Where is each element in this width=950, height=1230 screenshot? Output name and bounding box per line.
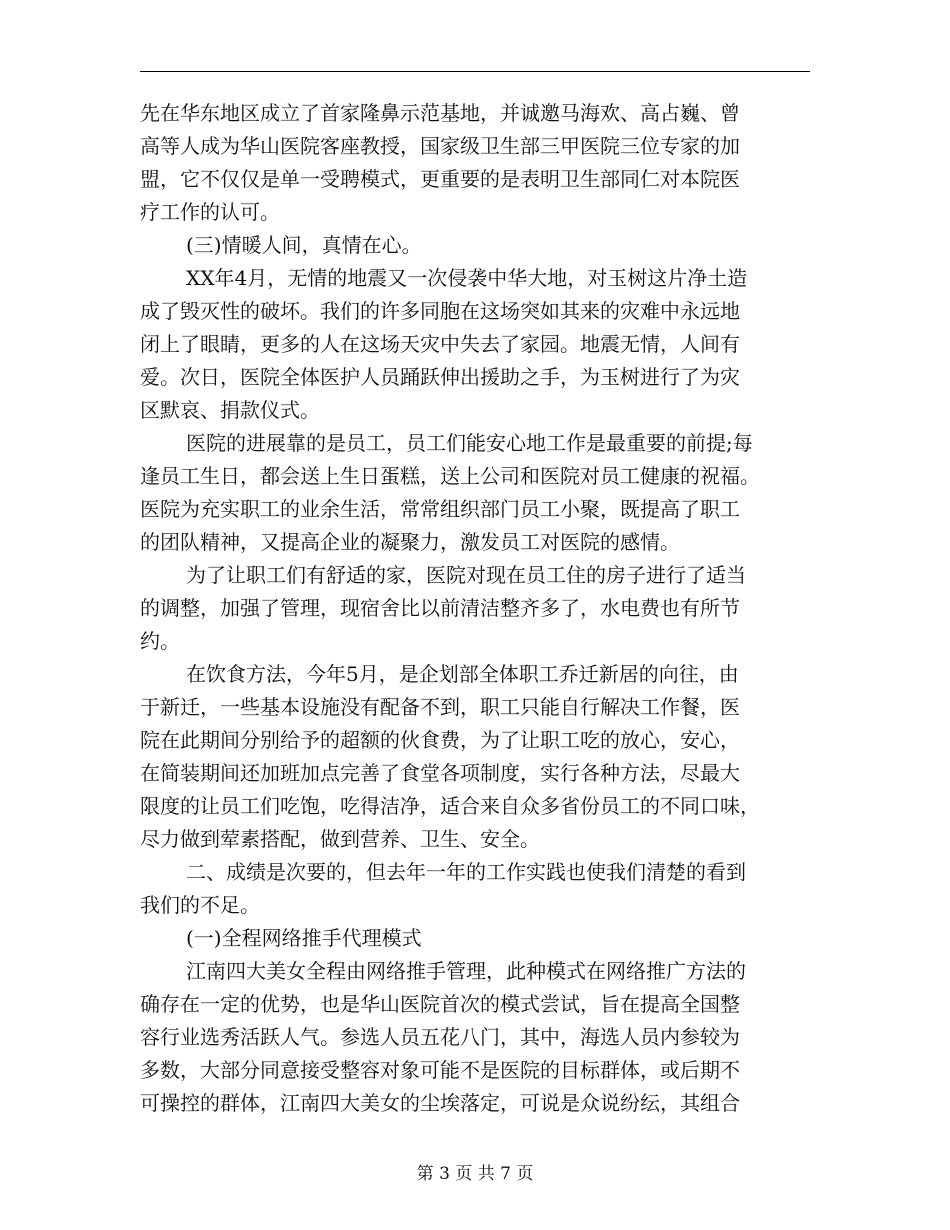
body-text [140,97,812,1120]
text-line: 多数，大部分同意接受整容对象可能不是医院的目标群体，或后期不 [140,1058,740,1082]
text-line: 尽力做到荤素搭配，做到营养、卫生、安全。 [140,827,540,851]
text-line: 可操控的群体，江南四大美女的尘埃落定，可说是众说纷纭，其组合 [140,1091,740,1115]
text-line: 医院为充实职工的业余生活，常常组织部门员工小聚，既提高了职工 [140,497,740,521]
text-line: 的团队精神，又提高企业的凝聚力，激发员工对医院的感情。 [140,530,680,554]
text-line: 约。 [140,629,180,653]
text-line: 江南四大美女全程由网络推手管理，此种模式在网络推广方法的 [186,959,746,983]
text-line: 闭上了眼睛，更多的人在这场天灾中失去了家园。地震无情，人间有 [140,332,740,356]
text-line: 确存在一定的优势，也是华山医院首次的模式尝试，旨在提高全国整 [140,992,740,1016]
text-line: 逢员工生日，都会送上生日蛋糕，送上公司和医院对员工健康的祝福。 [140,464,760,488]
text-line: 医院的进展靠的是员工，员工们能安心地工作是最重要的前提;每 [186,431,753,455]
text-line: 在简装期间还加班加点完善了食堂各项制度，实行各种方法，尽最大 [140,761,740,785]
text-line: 先在华东地区成立了首家隆鼻示范基地，并诚邀马海欢、高占巍、曾 [140,101,740,125]
text-line: 的调整，加强了管理，现宿舍比以前清洁整齐多了，水电费也有所节 [140,596,740,620]
text-line: 成了毁灭性的破坏。我们的许多同胞在这场突如其来的灾难中永远地 [140,299,740,323]
text-line: 于新迁，一些基本设施没有配备不到，职工只能自行解决工作餐，医 [140,695,740,719]
text-line: 为了让职工们有舒适的家，医院对现在员工住的房子进行了适当 [186,563,746,587]
text-line: 限度的让员工们吃饱，吃得洁净，适合来自众多省份员工的不同口味， [140,794,760,818]
text-line: 爱。次日，医院全体医护人员踊跃伸出援助之手，为玉树进行了为灾 [140,365,740,389]
text-line: 疗工作的认可。 [140,200,280,224]
text-line: (三)情暖人间，真情在心。 [186,233,422,257]
text-line: 容行业选秀活跃人气。参选人员五花八门，其中，海选人员内参较为 [140,1025,740,1049]
text-line: 二、成绩是次要的，但去年一年的工作实践也使我们清楚的看到 [186,860,746,884]
text-line: 盟，它不仅仅是单一受聘模式，更重要的是表明卫生部同仁对本院医 [140,167,740,191]
header-rule [140,71,810,72]
text-line: (一)全程网络推手代理模式 [186,926,422,950]
page-footer: 第 3 页 共 7 页 [416,1164,534,1184]
text-line: 高等人成为华山医院客座教授，国家级卫生部三甲医院三位专家的加 [140,134,740,158]
text-line: XX年4月，无情的地震又一次侵袭中华大地，对玉树这片净土造 [186,266,748,290]
text-line: 我们的不足。 [140,893,260,917]
text-line: 区默哀、捐款仪式。 [140,398,320,422]
text-line: 在饮食方法，今年5月，是企划部全体职工乔迁新居的向往，由 [186,662,739,686]
text-line: 院在此期间分别给予的超额的伙食费，为了让职工吃的放心，安心， [140,728,740,752]
